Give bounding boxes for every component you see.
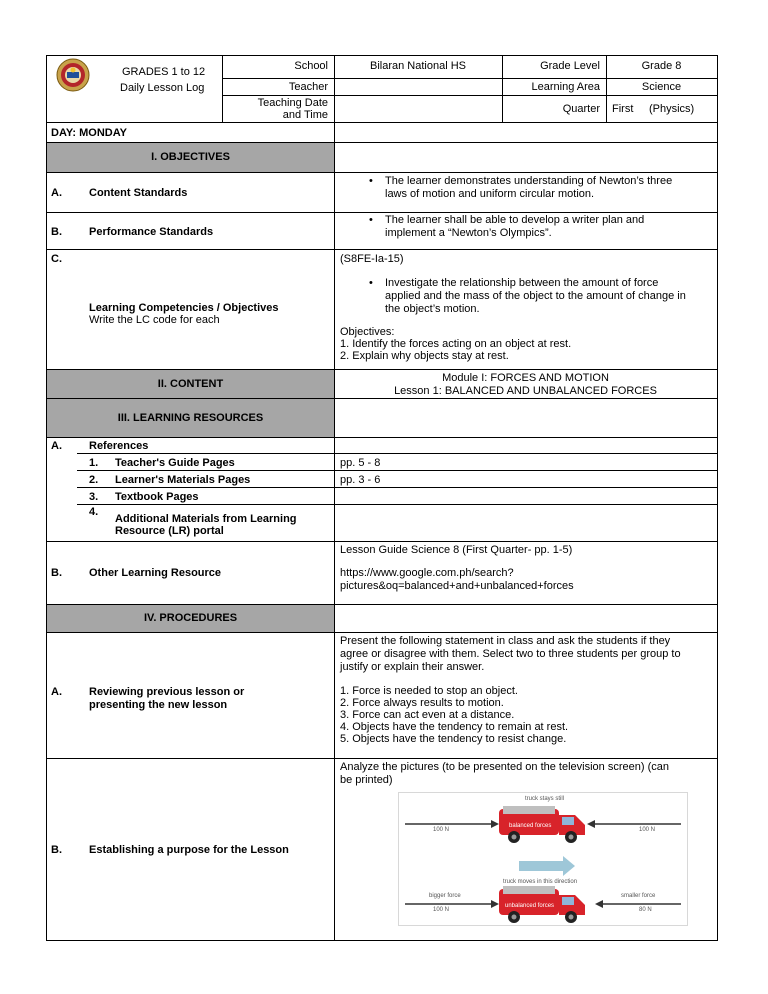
img-top-right-force: 100 N [639, 827, 656, 833]
deped-seal-logo [56, 58, 90, 92]
performance-standards-label: Performance Standards [89, 226, 214, 238]
lc-code: (S8FE-Ia-15) [340, 253, 404, 265]
quarter-value: First [612, 103, 634, 115]
teacher-label: Teacher [288, 81, 328, 93]
bullet-icon: • [369, 214, 373, 226]
quarter-extra: (Physics) [649, 103, 695, 115]
other-resource-label: Other Learning Resource [89, 567, 222, 579]
resource-item-num: 1. [89, 457, 99, 469]
other-resource-link-2[interactable]: pictures&oq=balanced+and+unbalanced+forces [340, 580, 574, 592]
content-lesson: Lesson 1: BALANCED AND UNBALANCED FORCES [394, 385, 657, 397]
procedure-a-item: 5. Objects have the tendency to resist change. [340, 733, 567, 745]
competency-bullet-3: the object’s motion. [385, 303, 480, 315]
procedure-a-intro-3: justify or explain their answer. [340, 661, 485, 673]
competency-bullet-2: applied and the mass of the object to the amount of change in [385, 290, 686, 302]
school-label: School [294, 60, 328, 72]
resource-item-num: 4. [89, 506, 99, 518]
img-top-caption: truck stays still [525, 796, 565, 802]
objective-item-1: 1. Identify the forces acting on an object at rest. [340, 338, 572, 350]
competencies-label: Learning Competencies / Objectives [89, 302, 279, 314]
performance-standards-text-1: The learner shall be able to develop a writer plan and [385, 214, 645, 226]
grade-level-label: Grade Level [540, 60, 600, 72]
objective-item-2: 2. Explain why objects stay at rest. [340, 350, 509, 362]
img-top-label: balanced forces [509, 823, 552, 829]
teaching-date-label-2: and Time [282, 109, 328, 121]
content-heading: II. CONTENT [157, 378, 224, 390]
procedure-a-item: 1. Force is needed to stop an object. [340, 685, 518, 697]
teaching-date-label-1: Teaching Date [257, 97, 328, 109]
objectives-heading: I. OBJECTIVES [151, 151, 230, 163]
school-value: Bilaran National HS [370, 60, 466, 72]
learning-area-label: Learning Area [531, 81, 600, 93]
content-standards-text-2: laws of motion and uniform circular motion. [385, 188, 595, 200]
img-top-left-force: 100 N [433, 827, 450, 833]
resource-item-label: Additional Materials from Learning [115, 513, 297, 525]
grade-level-value: Grade 8 [641, 60, 682, 72]
procedure-b-text-1: Analyze the pictures (to be presented on the television screen) (can [340, 761, 669, 773]
quarter-label: Quarter [562, 103, 600, 115]
content-standards-label: Content Standards [89, 187, 188, 199]
performance-standards-text-2: implement a “Newton’s Olympics”. [385, 227, 552, 239]
procedure-a-label-2: presenting the new lesson [89, 699, 228, 711]
competency-bullet-1: Investigate the relationship between the amount of force [385, 277, 659, 289]
resource-item-label: Textbook Pages [115, 491, 199, 503]
learning-area-value: Science [641, 81, 682, 93]
procedures-heading: IV. PROCEDURES [143, 612, 238, 624]
procedure-a-letter: A. [51, 686, 62, 698]
performance-standards-letter: B. [51, 226, 62, 238]
procedure-a-intro-2: agree or disagree with them. Select two to three students per group to [340, 648, 681, 660]
grades-label: GRADES 1 to 12 [122, 66, 206, 78]
day-label: DAY: MONDAY [51, 127, 127, 139]
content-standards-letter: A. [51, 187, 62, 199]
resource-item-num: 2. [89, 474, 99, 486]
procedure-a-label-1: Reviewing previous lesson or [89, 686, 245, 698]
other-resource-letter: B. [51, 567, 62, 579]
content-module: Module I: FORCES AND MOTION [442, 372, 609, 384]
resource-item-value: pp. 3 - 6 [340, 474, 381, 486]
img-bottom-left-force: 100 N [433, 907, 450, 913]
procedure-a-item: 3. Force can act even at a distance. [340, 709, 515, 721]
resource-item-num: 3. [89, 491, 99, 503]
bullet-icon: • [369, 277, 373, 289]
resource-item-label: Learner's Materials Pages [115, 474, 251, 486]
other-resource-link-1[interactable]: https://www.google.com.ph/search? [340, 567, 514, 579]
resources-heading: III. LEARNING RESOURCES [117, 412, 264, 424]
procedure-a-item: 2. Force always results to motion. [340, 697, 504, 709]
img-bottom-label: unbalanced forces [505, 903, 555, 909]
references-label: References [89, 440, 149, 452]
other-resource-text-1: Lesson Guide Science 8 (First Quarter- pp. 1-5) [340, 544, 573, 556]
dll-label: Daily Lesson Log [120, 82, 205, 94]
objectives-sub-heading: Objectives: [340, 326, 395, 338]
procedure-a-intro-1: Present the following statement in class and ask the students if they [340, 635, 671, 647]
content-standards-text-1: The learner demonstrates understanding of Newton’s three [385, 175, 673, 187]
resource-item-label: Teacher's Guide Pages [115, 457, 235, 469]
img-bottom-left-caption: bigger force [429, 893, 461, 899]
procedure-b-letter: B. [51, 844, 62, 856]
competencies-sub: Write the LC code for each [89, 314, 220, 326]
img-bottom-right-caption: smaller force [621, 893, 656, 899]
references-letter: A. [51, 440, 62, 452]
bullet-icon: • [369, 175, 373, 187]
resource-item-value: pp. 5 - 8 [340, 457, 381, 469]
img-bottom-right-force: 80 N [639, 907, 652, 913]
competencies-letter: C. [51, 253, 62, 265]
img-mid-caption: truck moves in this direction [503, 879, 578, 885]
procedure-b-label: Establishing a purpose for the Lesson [89, 844, 289, 856]
procedure-a-item: 4. Objects have the tendency to remain at rest. [340, 721, 569, 733]
procedure-b-text-2: be printed) [340, 774, 393, 786]
forces-illustration [398, 792, 688, 926]
resource-item-label-2: Resource (LR) portal [115, 525, 224, 537]
